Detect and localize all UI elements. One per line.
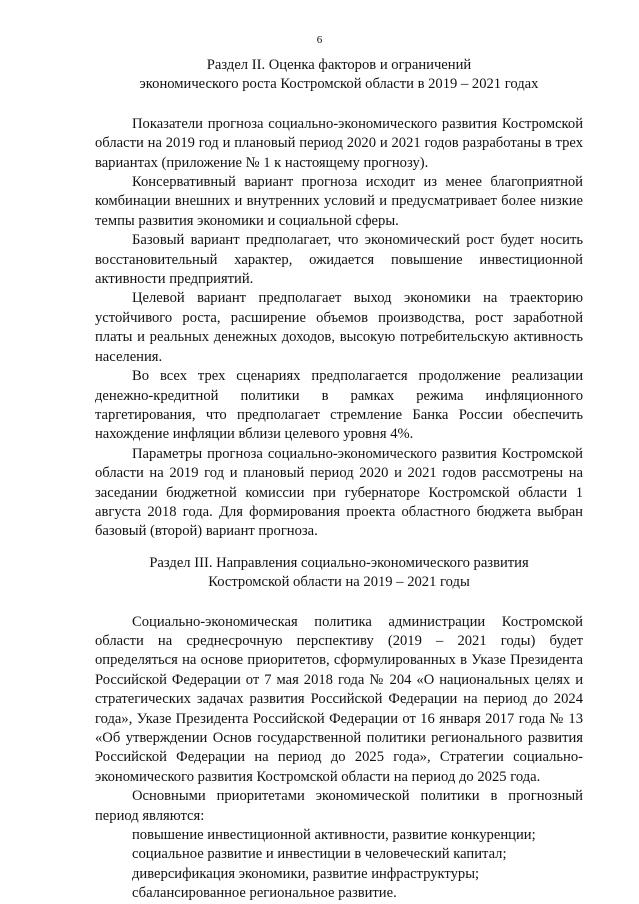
section-3-paragraph: Социально-экономическая политика администрации Костромской области на среднесрочную перспективу (2019 – 2021 годы) будет определяться на основе приоритетов, сформулированных в Указе Президента Российской Федерации от 7 мая 2018 года № 204 «О национальных целях и стратегических задачах развития Российской Федерации на период до 2024 года», Указе Президента Российской Федерации от 16 января 2017 года № 13 «Об утверждении Основ государственной политики регионального развития Российской Федерации на период до 2025 года», Стратегии социально-экономического развития Костромской области на период до 2025 года. [95,613,583,785]
page-number: 6 [316,34,323,46]
section-2-paragraph: Консервативный вариант прогноза исходит из менее благоприятной комбинации внешних и внутренних условий и предусматривает более низкие темпы развития экономики и социальной сферы. [95,174,583,229]
section-3-paragraph: Основными приоритетами экономической политики в прогнозный период являются: [95,788,583,824]
list-item: повышение инвестиционной активности, развитие конкуренции; [132,827,536,844]
list-item: социальное развитие и инвестиции в человеческий капитал; [132,846,507,863]
section-2-paragraph: Во всех трех сценариях предполагается продолжение реализации денежно-кредитной политики в рамках режима инфляционного таргетирования, что предполагает стремление Банка России обеспечить нахождение инфляции вблизи целевого уровня 4%. [95,368,583,443]
section-2-paragraph: Целевой вариант предполагает выход экономики на траекторию устойчивого роста, расширение объемов производства, рост заработной платы и реальных денежных доходов, высокую потребительскую активность населения. [95,290,583,365]
list-item: сбалансированное региональное развитие. [132,885,397,902]
priorities-list [95,826,583,904]
section-2-paragraph: Базовый вариант предполагает, что экономический рост будет носить восстановительный характер, ожидается повышение инвестиционной активности предприятий. [95,232,583,288]
section-2-title [95,56,583,95]
section-2-title-line-1: Раздел II. Оценка факторов и ограничений [206,57,472,73]
list-item: диверсификация экономики, развитие инфраструктуры; [132,865,480,882]
document-body [95,56,583,904]
section-3-title-line-2: Костромской области на 2019 – 2021 годы [208,574,470,591]
section-2-paragraph: Показатели прогноза социально-экономического развития Костромской области на 2019 год и плановый период 2020 и 2021 годов разработаны в трех вариантах (приложение № 1 к настоящему прогнозу). [95,115,583,171]
section-3-title-line-1: Раздел III. Направления социально-экономического развития [149,554,529,571]
section-2-paragraph: Параметры прогноза социально-экономического развития Костромской области на 2019 год и плановый период 2020 и 2021 годов рассмотрены на заседании бюджетной комиссии при губернаторе Костромской области 1 августа 2018 года. Для формирования проекта областного бюджета выбран базовый (второй) вариант прогноза. [95,445,583,540]
section-2-title-line-2: экономического роста Костромской области в 2019 – 2021 годах [139,76,539,93]
section-3-title [95,554,583,593]
